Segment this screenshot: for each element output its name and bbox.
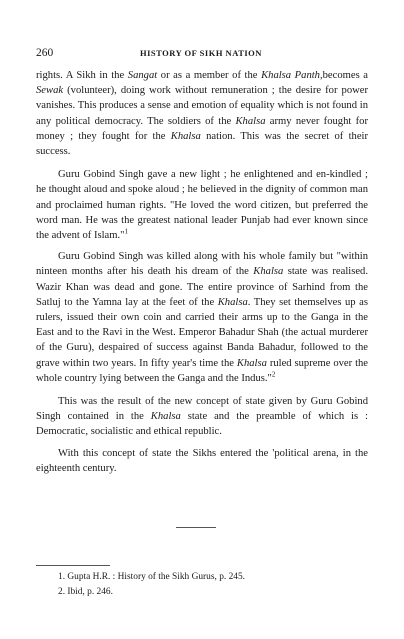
paragraph-4: This was the result of the new concept of state given by Guru Gobind Singh contained in the Khalsa state and the preamble of which is : Democratic, socialistic and ethical republic. xyxy=(36,396,368,438)
paragraph-1: rights. A Sikh in the Sangat or as a member of the Khalsa Panth,becomes a Sewak (volunteer), doing work without remuneration ; the desire for power vanishes. This produces a sense and emotion of equality which is not found in any political democracy. The soldiers of the Khalsa army never fought for money ; they fought for the Khalsa nation. This was the secret of their success. xyxy=(36,70,369,158)
running-head: HISTORY OF SIKH NATION xyxy=(140,48,262,58)
paragraph-3: Guru Gobind Singh was killed along with his whole family but "within ninteen months after his death his dream of the Khalsa state was realised. Wazir Khan was dead and gone. The entire province of Sarhind from the Satluj to the Yamna lay at the feet of the Khalsa. They set themselves up as rulers, issued their own coin and carried their arms up to the Ganga in the East and to the Ravi in the West. Emperor Bahadur Shah (the actual murderer of the Guru), despaired of success against Banda Bahadur, followed to the grave within two years. In fifty year's time the Khalsa ruled supreme over the whole country lying between the Ganga and the Indus."$^2$ xyxy=(36,251,369,384)
page-number: 260 xyxy=(36,47,54,59)
footnote-marker: 2 xyxy=(271,370,276,379)
footnote-2: 2. Ibid, p. 246. xyxy=(58,586,113,597)
italic-term: Sewak xyxy=(36,85,64,97)
italic-term: Khalsa xyxy=(236,357,267,369)
paragraph-5: With this concept of state the Sikhs entered the 'political arena, in the eighteenth century. xyxy=(36,447,368,474)
italic-term: Khalsa xyxy=(235,115,266,127)
body-text xyxy=(36,68,368,476)
italic-term: Sangat xyxy=(127,70,158,81)
italic-term: Khalsa Panth xyxy=(261,70,320,81)
footnote-marker: 1 xyxy=(124,227,128,236)
italic-term: Khalsa xyxy=(150,411,181,423)
italic-term: Khalsa xyxy=(253,266,284,278)
footnote-1: 1. Gupta H.R. : History of the Sikh Gurus, p. 245. xyxy=(58,572,245,582)
italic-term: Khalsa xyxy=(170,130,201,142)
italic-term: Khalsa xyxy=(217,296,248,308)
footnote-rule xyxy=(36,565,110,566)
section-divider xyxy=(176,527,216,528)
footnotes xyxy=(58,570,358,599)
paragraph-2: Guru Gobind Singh gave a new light ; he enlightened and en-kindled ; he thought aloud and spoke aloud ; he believed in the dignity of common man and proclaimed human rights. "He loved the word citizen, but preferred the word man. He was the greatest national leader Punjab had ever known since the advent of Islam."$^1$ xyxy=(36,169,368,242)
